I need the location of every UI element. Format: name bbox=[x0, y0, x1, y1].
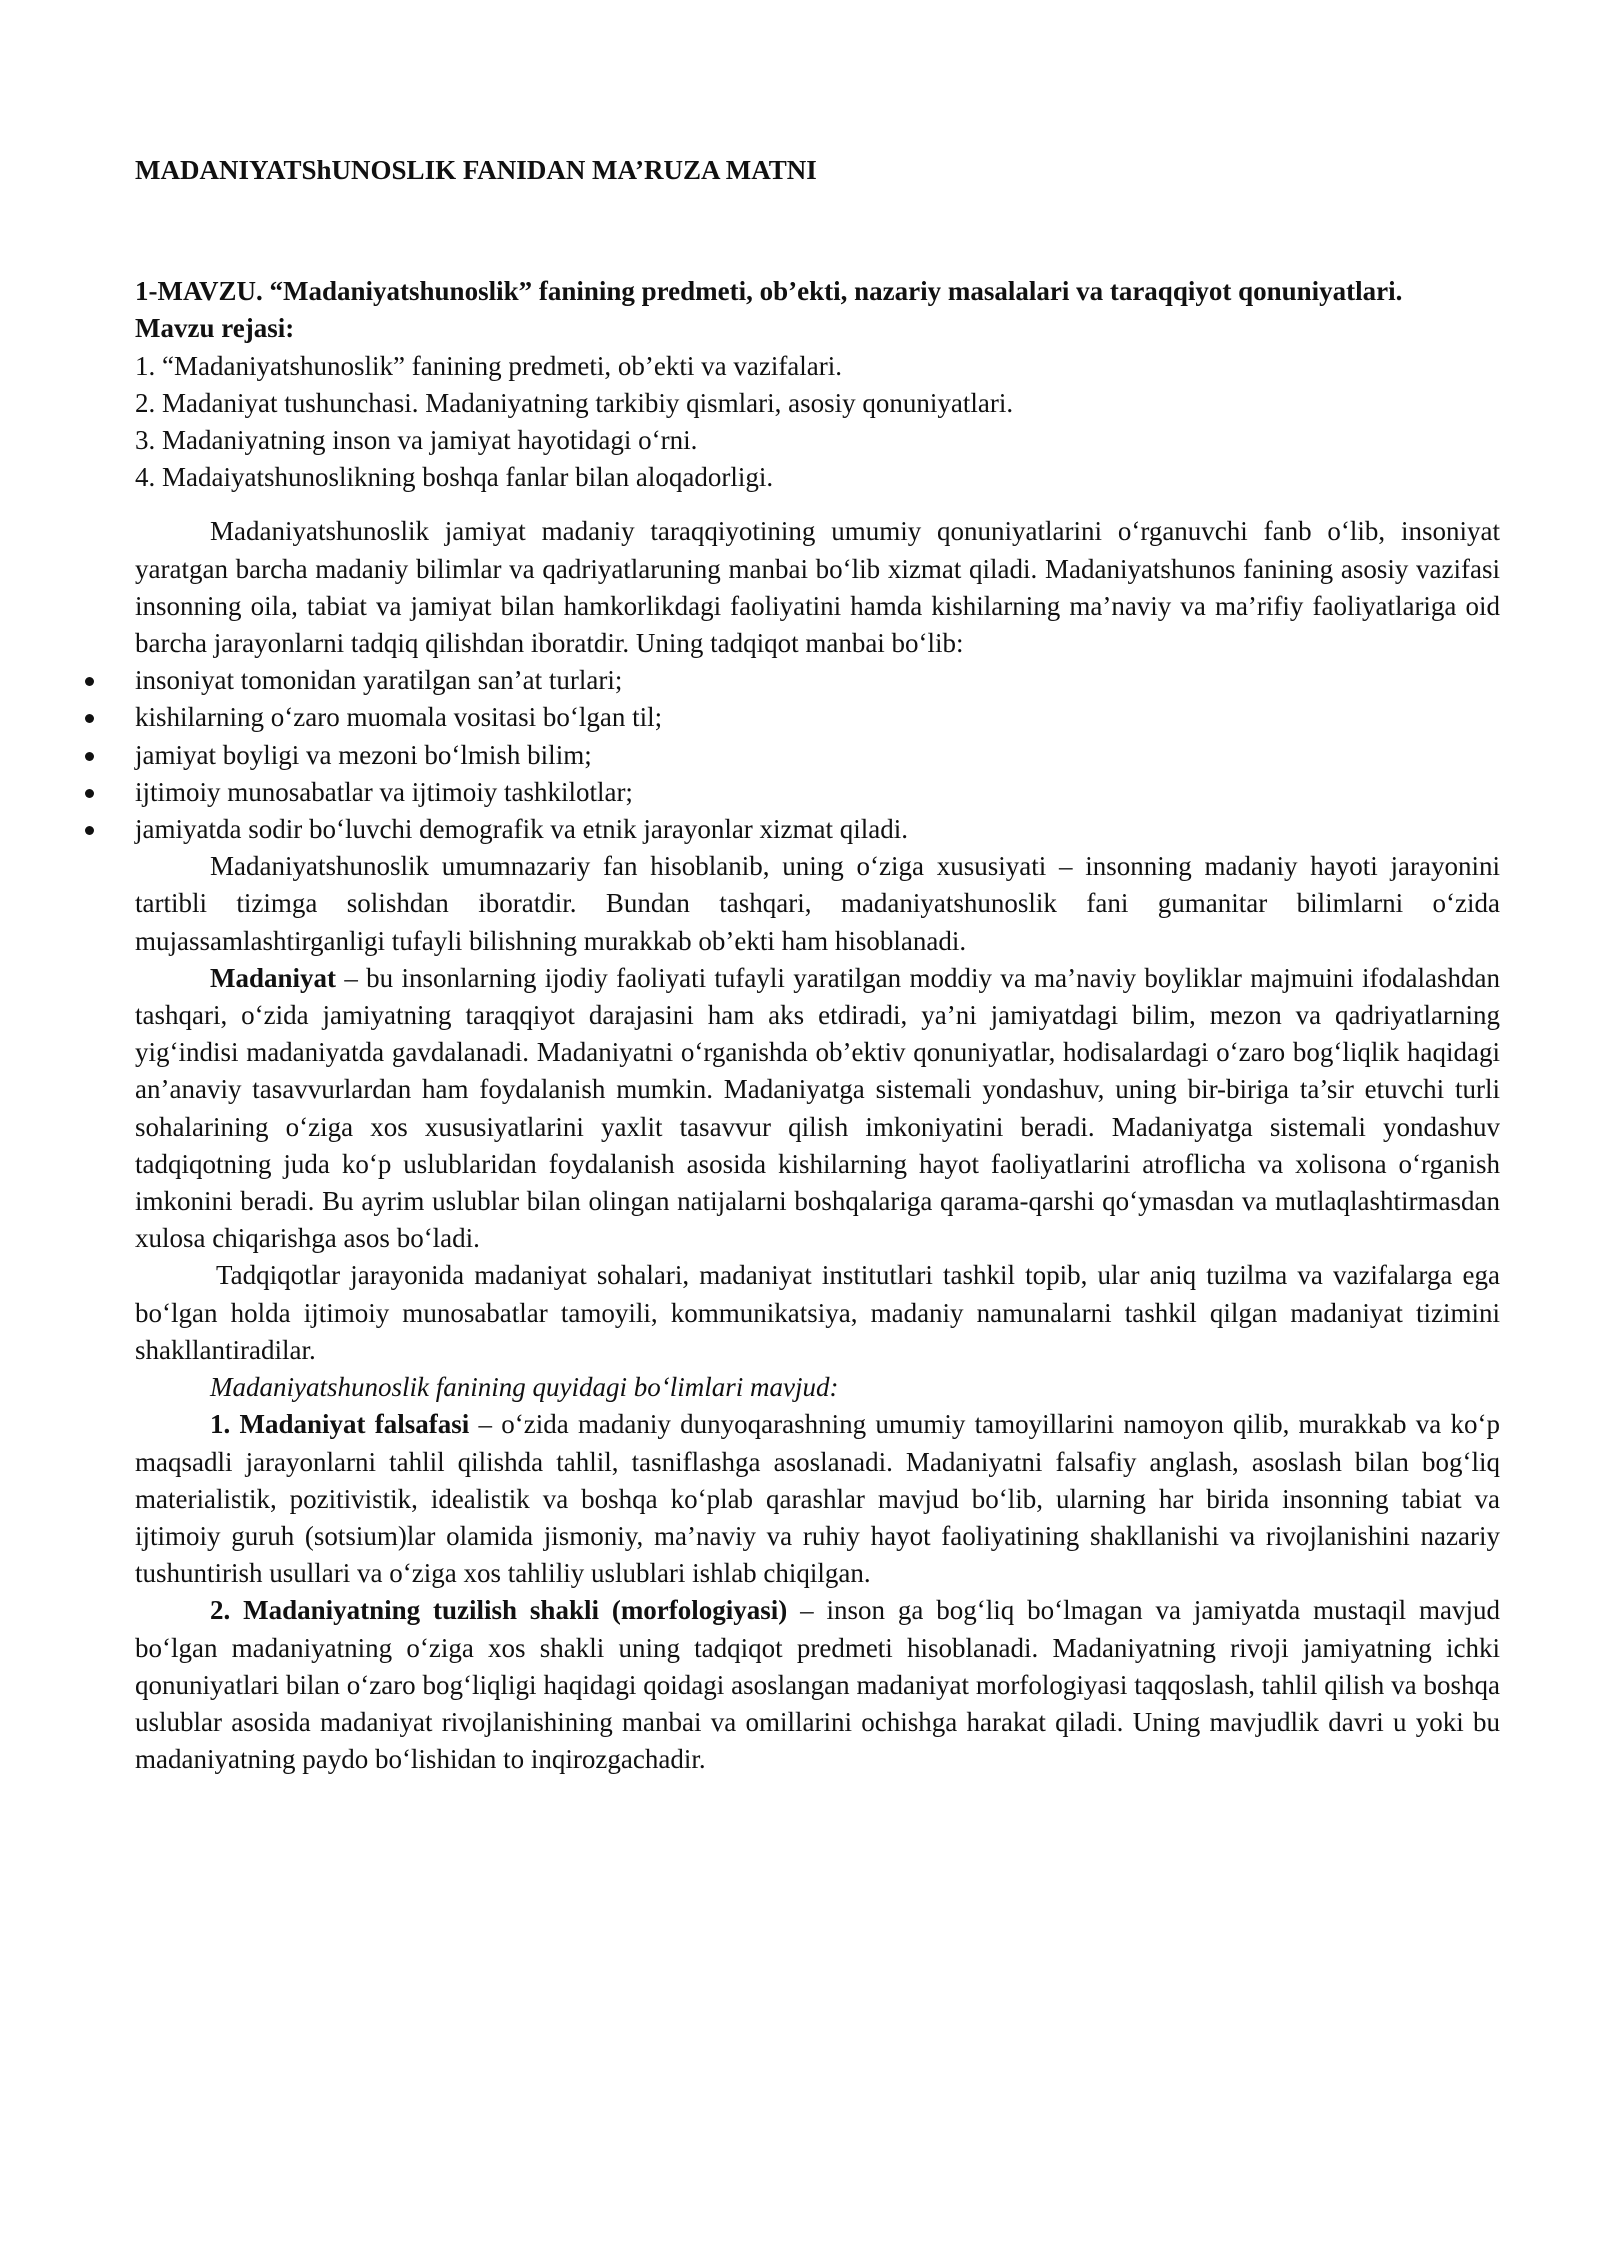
plan-item: 4. Madaiyatshunoslikning boshqa fanlar bilan aloqadorligi. bbox=[135, 462, 774, 493]
section-2-paragraph bbox=[135, 1592, 1500, 1778]
definition-term: Madaniyat bbox=[210, 962, 337, 993]
source-bullet-list bbox=[135, 662, 1500, 848]
bullet-item bbox=[135, 662, 1500, 699]
bullet-text: kishilarning o‘zaro muomala vositasi bo‘lgan til; bbox=[135, 702, 663, 733]
topic-heading: 1-MAVZU. “Madaniyatshunoslik” fanining predmeti, ob’ekti, nazariy masalalari va taraqqiyot qonuniyatlari. bbox=[135, 276, 1403, 307]
section-2-term: 2. Madaniyatning tuzilish shakli (morfologiyasi) bbox=[210, 1595, 788, 1626]
bullet-item bbox=[135, 811, 1500, 848]
intro-paragraph: Madaniyatshunoslik jamiyat madaniy taraqqiyotining umumiy qonuniyatlarini o‘rganuvchi fanb o‘lib, insoniyat yaratgan barcha madaniy bilimlar va qadriyatlaruning manbai bo‘lib xizmat qiladi. Madaniyatshunos fanining asosiy vazifasi insonning oila, tabiat va jamiyat bilan hamkorlikdagi faoliyatini hamda kishilarning ma’naviy va ma’rifiy faoliyatlariga oid barcha jarayonlarni tadqiq qilishdan iboratdir. Uning tadqiqot manbai bo‘lib: bbox=[135, 516, 1500, 659]
general-paragraph: Madaniyatshunoslik umumnazariy fan hisoblanib, uning o‘ziga xususiyati – insonning madaniy hayoti jarayonini tartibli tizimga solishdan iboratdir. Bundan tashqari, madaniyatshunoslik fani gumanitar bilimlarni o‘zida mujassamlashtirganligi tufayli bilishning murakkab ob’ekti ham hisoblanadi. bbox=[135, 851, 1500, 956]
bullet-item bbox=[135, 737, 1500, 774]
section-1-text: – o‘zida madaniy dunyoqarashning umumiy tamoyillarini namoyon qilib, murakkab va ko‘p maqsadli jarayonlarni tahlil qilishda tahlil, tasniflashga asoslanadi. Madaniyatni falsafiy anglash, asoslash bilan bog‘liq materialistik, pozitivistik, idealistik va boshqa ko‘plab qarashlar mavjud bo‘lib, ularning har birida insonning tabiat va ijtimoiy guruh (sotsium)lar olamida jismoniy, ma’naviy va ruhiy hayot faoliyatining shakllanishi va rivojlanishini nazariy tushuntirish usullari va o‘ziga xos tahliliy uslublari ishlab chiqilgan. bbox=[135, 1409, 1500, 1589]
bullet-text: insoniyat tomonidan yaratilgan san’at turlari; bbox=[135, 665, 623, 696]
bullet-item bbox=[135, 699, 1500, 736]
section-2-text: – inson ga bog‘liq bo‘lmagan va jamiyatda mustaqil mavjud bo‘lgan madaniyatning o‘ziga xos shakli uning tadqiqot predmeti hisoblanadi. Madaniyatning rivoji jamiyatning ichki qonuniyatlari bilan o‘zaro bog‘liqligi haqidagi qoidagi asoslangan madaniyat morfologiyasi taqqoslash, tahlil qilish va boshqa uslublar asosida madaniyat rivojlanishining manbai va omillarini ochishga harakat qiladi. Uning mavjudlik davri u yoki bu madaniyatning paydo bo‘lishidan to inqirozgachadir. bbox=[135, 1595, 1500, 1775]
bullet-text: jamiyat boyligi va mezoni bo‘lmish bilim; bbox=[135, 739, 592, 770]
bullet-icon bbox=[85, 752, 94, 761]
section-1-term: 1. Madaniyat falsafasi bbox=[210, 1409, 470, 1440]
bullet-item bbox=[135, 774, 1500, 811]
bullet-icon bbox=[85, 789, 94, 798]
plan-list bbox=[135, 348, 1500, 497]
section-1-paragraph bbox=[135, 1406, 1500, 1592]
sections-intro: Madaniyatshunoslik fanining quyidagi bo‘limlari mavjud: bbox=[210, 1372, 839, 1403]
document-page bbox=[135, 152, 1500, 1778]
plan-item: 2. Madaniyat tushunchasi. Madaniyatning tarkibiy qismlari, asosiy qonuniyatlari. bbox=[135, 387, 1014, 418]
plan-heading: Mavzu rejasi: bbox=[135, 313, 295, 344]
bullet-icon bbox=[85, 677, 94, 686]
definition-text: – bu insonlarning ijodiy faoliyati tufayli yaratilgan moddiy va ma’naviy boyliklar majmuini ifodalashdan tashqari, o‘zida jamiyatning taraqqiyot darajasini ham aks etdiradi, ya’ni jamiyatdagi bilim, mezon va qadriyatlarning yig‘indisi madaniyatda gavdalanadi. Madaniyatni o‘rganishda ob’ektiv qonuniyatlar, hodisalardagi o‘zaro bog‘liqlik haqidagi an’anaviy tasavvurlardan ham foydalanish mumkin. Madaniyatga sistemali yondashuv, uning bir-biriga ta’sir etuvchi turli sohalarining o‘ziga xos xususiyatlarini yaxlit tasavvur qilish imkoniyatini beradi. Madaniyatga sistemali yondashuv tadqiqotning juda ko‘p uslublaridan foydalanish asosida kishilarning hayot faoliyatlarini atroflicha va xolisona o‘rganish imkonini beradi. Bu ayrim uslublar bilan olingan natijalarni boshqalariga qarama-qarshi qo‘ymasdan va mutlaqlashtirmasdan xulosa chiqarishga asos bo‘ladi. bbox=[135, 962, 1500, 1254]
definition-paragraph bbox=[135, 960, 1500, 1258]
research-paragraph: Tadqiqotlar jarayonida madaniyat sohalari, madaniyat institutlari tashkil topib, ular aniq tuzilma va vazifalarga ega bo‘lgan holda ijtimoiy munosabatlar tamoyili, kommunikatsiya, madaniy namunalarni tashkil qilgan madaniyat tizimini shakllantiradilar. bbox=[135, 1260, 1500, 1365]
plan-item: 1. “Madaniyatshunoslik” fanining predmeti, ob’ekti va vazifalari. bbox=[135, 350, 843, 381]
bullet-icon bbox=[85, 826, 94, 835]
plan-item: 3. Madaniyatning inson va jamiyat hayotidagi o‘rni. bbox=[135, 425, 698, 456]
bullet-text: ijtimoiy munosabatlar va ijtimoiy tashkilotlar; bbox=[135, 776, 633, 807]
bullet-icon bbox=[85, 714, 94, 723]
bullet-text: jamiyatda sodir bo‘luvchi demografik va etnik jarayonlar xizmat qiladi. bbox=[135, 814, 909, 845]
document-title: MADANIYATShUNOSLIK FANIDAN MA’RUZA MATNI bbox=[135, 155, 817, 185]
